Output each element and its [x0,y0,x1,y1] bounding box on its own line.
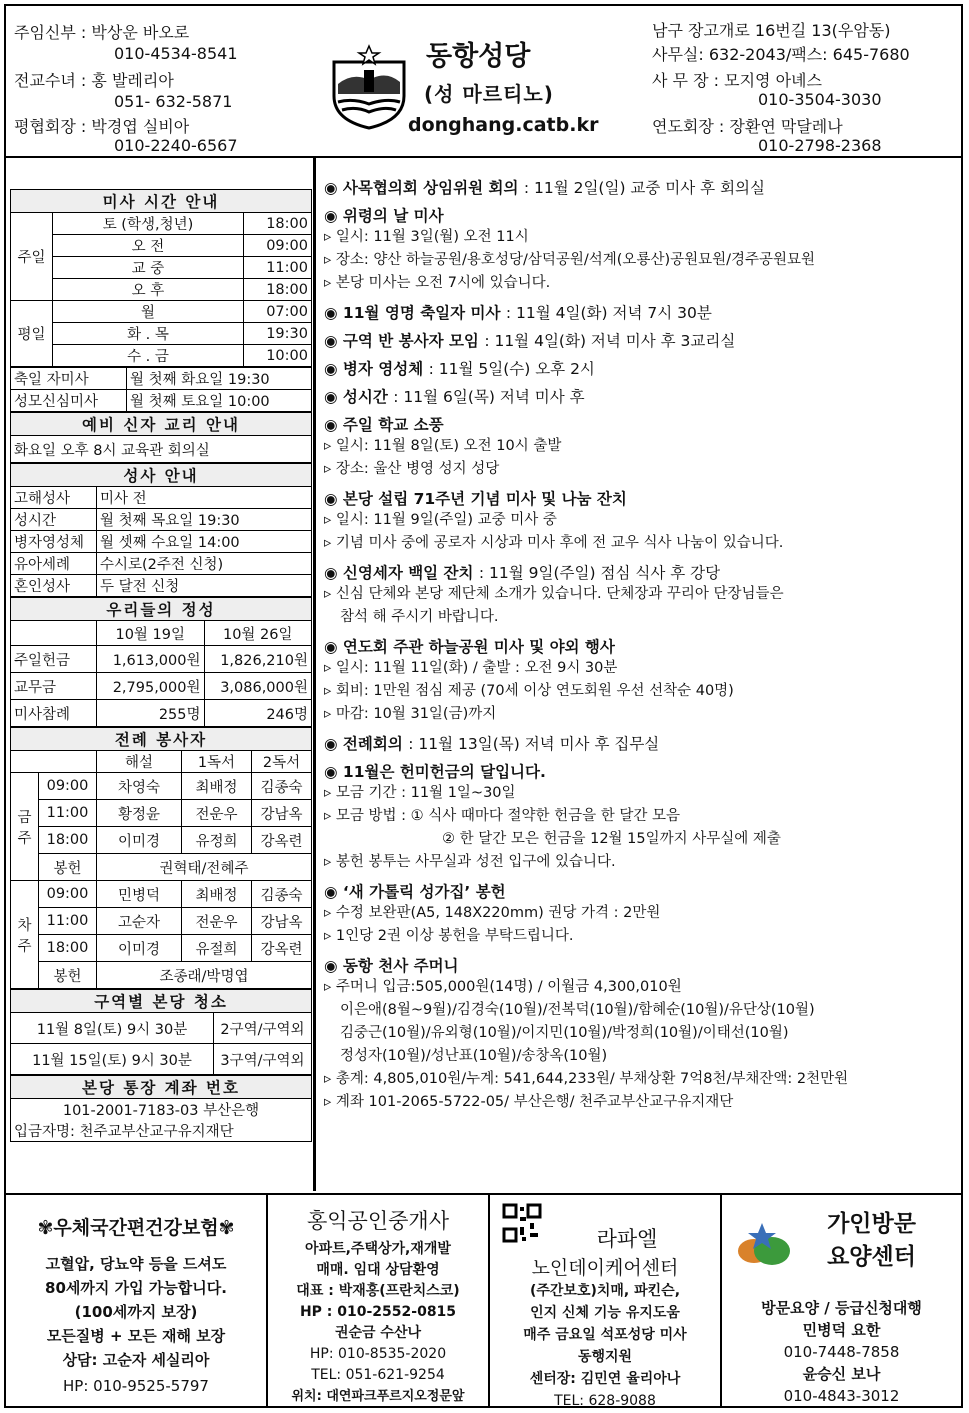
notice-line-text: 장소: 울산 병영 성지 성당 [335,461,500,477]
notice-detail: : 11월 13일(목) 저녁 미사 후 집무실 [408,735,660,753]
sacrament-name: 성시간 [11,509,97,531]
sacrament-title: 성사 안내 [11,464,312,487]
liturgy-cell: 이미경 [97,827,182,854]
notice-line-text: 일시: 11월 11일(화) / 출발 : 오전 9시 30분 [335,660,618,676]
notice-line [324,999,954,1022]
special-mass-name: 성모신심미사 [11,390,127,412]
notice-line-text: 일시: 11월 8일(토) 오전 10시 출발 [335,438,562,454]
notice-item [324,732,954,754]
sister-name: 홍 발레리아 [91,71,174,90]
notice-bullet-icon: ◉ [324,564,343,582]
ad-daycare-line: 매주 금요일 석포성당 미사 [523,1327,687,1343]
notice-detail: : 11월 6일(목) 저녁 미사 후 [393,388,585,406]
pastor-row [14,20,189,43]
notice-line-text: 참석 해 주시기 바랍니다. [340,609,499,625]
notice-item [324,880,954,948]
notice-line-text: 장소: 양산 하늘공원/용호성당/삼덕공원/석계(오룡산)공원묘원/경주공원묘원 [335,252,816,268]
notice-line [324,1068,954,1091]
notice-bullet-icon: ◉ [324,179,343,197]
line-bullet-icon: ▹ [324,252,336,268]
liturgy-cell: 김종숙 [251,773,311,800]
mass-sun-time: 09:00 [243,235,311,257]
qr-code-icon [502,1203,542,1243]
sacrament-table [10,463,312,597]
mass-week-time: 07:00 [243,301,311,323]
ad-homecare-phone: 010-4843-3012 [783,1387,900,1405]
manager-label: 사 무 장 : [652,71,720,90]
manager-name: 모지영 아녜스 [724,71,822,90]
special-mass-time: 월 첫째 화요일 19:30 [127,368,312,390]
offering-row-label: 미사참례 [11,700,97,727]
ad-realestate-line: 권순금 수산나 [334,1325,422,1341]
offering-row-label: 교무금 [11,673,97,700]
notice-item [324,176,954,198]
liturgy-cell: 강남옥 [251,908,311,935]
offering-col: 10월 19일 [97,621,205,646]
notice-title: 신영세자 백일 잔치 [342,564,474,582]
notice-title: 병자 영성체 [342,360,424,378]
ad-realestate-title: 홍익공인중개사 [306,1209,449,1233]
notice-heading [324,413,954,435]
notice-line [324,976,954,999]
line-bullet-icon: ▹ [324,275,336,291]
notice-bullet-icon: ◉ [324,207,343,225]
liturgy-cell: 전운우 [181,800,251,827]
special-mass-table [10,367,312,412]
ad-insurance-title: ✾우체국간편건강보험✾ [37,1217,235,1239]
notice-line [324,805,954,828]
ad-homecare-title: 가인방문 [827,1211,916,1237]
offering-cell: 1,826,210원 [204,646,312,673]
notice-heading [324,561,954,583]
mass-week-name: 수 . 금 [53,345,244,367]
line-bullet-icon: ▹ [324,535,336,551]
ad-insurance-line: (100세까지 보장) [74,1303,198,1321]
notice-bullet-icon: ◉ [324,957,343,975]
notice-heading [324,635,954,657]
column-divider [313,156,316,1191]
notice-line [324,1045,954,1068]
bulletin-header [6,6,961,158]
liturgy-table [10,727,312,989]
sister-phone: 051- 632-5871 [114,92,233,111]
mass-week-name: 화 . 목 [53,323,244,345]
ad-realestate-line: 매매. 임대 상담환영 [316,1262,440,1278]
offering-cell: 255명 [97,700,205,727]
bulletin-page [4,4,963,1408]
parish-emblem-icon [328,44,410,130]
ad-homecare-line: 방문요양 / 등급신청대행 [761,1299,922,1317]
notice-title: 본당 설립 71주년 기념 미사 및 나눔 잔치 [342,490,627,508]
ad-daycare-line: 센터장: 김민연 율리아나 [529,1371,681,1387]
notice-line [324,1091,954,1114]
liturgy-cell: 민병덕 [97,881,182,908]
notice-bullet-icon: ◉ [324,763,343,781]
line-bullet-icon: ▹ [324,785,336,801]
offering-title: 우리들의 정성 [11,598,312,621]
liturgy-cell: 김종숙 [251,881,311,908]
notice-line-text: 모금 기간 : 11월 1일~30일 [335,785,516,801]
liturgy-time: 11:00 [39,800,97,827]
notice-heading [324,487,954,509]
notice-line-text: 신심 단체와 본당 제단체 소개가 있습니다. 단체장과 꾸리아 단장님들은 [335,586,784,602]
sacrament-time: 미사 전 [97,487,312,509]
ad-daycare-title: 라파엘 [596,1227,658,1251]
ad-daycare-line: 동행지원 [577,1349,633,1365]
ad-homecare-line: 민병덕 요한 [802,1321,881,1339]
liturgy-corner [11,751,97,773]
notice-line [324,509,954,532]
offering-table [10,597,312,727]
line-bullet-icon: ▹ [324,229,336,245]
offer-names: 조종래/박명엽 [97,962,312,989]
pastor-name: 박상운 바오로 [91,23,190,42]
ad-realestate [268,1195,490,1408]
address: 남구 장고개로 16번길 13(우암동) [652,21,891,40]
notice-item [324,413,954,481]
notice-heading [324,385,954,407]
line-bullet-icon: ▹ [324,928,336,944]
liturgy-cell: 차영숙 [97,773,182,800]
liturgy-time: 11:00 [39,908,97,935]
mass-title: 미사 시간 안내 [11,190,312,213]
notice-line-text: ② 한 달간 모은 헌금을 12월 15일까지 사무실에 제출 [442,831,781,847]
notice-heading [324,329,954,351]
left-column [10,189,312,1142]
notice-item [324,385,954,407]
liturgy-time: 18:00 [39,827,97,854]
liturgy-cell: 강남옥 [251,800,311,827]
sacrament-time: 월 첫째 목요일 19:30 [97,509,312,531]
notice-heading [324,204,954,226]
liturgy-cell: 유정희 [181,827,251,854]
line-bullet-icon: ▹ [324,1071,336,1087]
notice-line-text: 회비: 1만원 점심 제공 (70세 이상 연도회원 우선 선착순 40명) [335,683,734,699]
cleaning-table [10,989,312,1075]
notice-title: 11월 영명 축일자 미사 [342,304,501,322]
offering-corner [11,621,97,646]
line-bullet-icon: ▹ [324,979,336,995]
liturgy-cell: 최배정 [181,881,251,908]
notice-line-text: 수정 보완판(A5, 148X220mm) 권당 가격 : 2만원 [335,905,661,921]
liturgy-cell: 최배정 [181,773,251,800]
liturgy-time: 09:00 [39,881,97,908]
pastor-phone: 010-4534-8541 [114,44,238,63]
notice-detail: : 11월 4일(화) 저녁 7시 30분 [505,304,712,322]
notice-line [324,782,954,805]
parish-name: 동항성당 [426,41,531,72]
notice-item [324,487,954,555]
offering-cell: 3,086,000원 [204,673,312,700]
ad-realestate-line: 위치: 대연파크푸르지오정문앞 [291,1389,465,1404]
liturgy-cell: 황정윤 [97,800,182,827]
notice-item [324,635,954,726]
line-bullet-icon: ▹ [324,438,336,454]
line-bullet-icon: ▹ [324,854,336,870]
notice-item [324,204,954,295]
notice-line-text: 일시: 11월 9일(주일) 교중 미사 중 [335,512,557,528]
notice-line-text: 1인당 2권 이상 봉헌을 부탁드립니다. [335,928,574,944]
sacrament-name: 유아세례 [11,553,97,575]
catechumen-title: 예비 신자 교리 안내 [11,413,312,436]
notice-line [324,226,954,249]
account-number: 101-2001-7183-03 부산은행 [11,1099,312,1121]
mass-sun-time: 18:00 [243,213,311,235]
notice-bullet-icon: ◉ [324,304,343,322]
notice-heading [324,357,954,379]
cleaning-date: 11월 8일(토) 9시 30분 [11,1013,214,1044]
notice-line-text: 정성자(10월)/성난표(10월)/송창옥(10월) [340,1048,608,1064]
notice-line [324,435,954,458]
sacrament-name: 혼인성사 [11,575,97,597]
notice-line [324,902,954,925]
liturgy-cell: 고순자 [97,908,182,935]
notice-detail: : 11월 4일(화) 저녁 미사 후 3교리실 [484,332,736,350]
liturgy-col: 2독서 [251,751,311,773]
council-row [14,114,189,137]
ad-daycare [490,1195,722,1408]
notice-title: 전례회의 [342,735,403,753]
notice-item [324,329,954,351]
notice-detail: : 11월 9일(주일) 점심 식사 후 강당 [478,564,721,582]
ad-homecare-subtitle: 요양센터 [827,1244,916,1270]
advertisement-strip [6,1193,961,1408]
offer-names: 권혁태/전혜주 [97,854,312,881]
catechumen-table [10,412,312,463]
ad-realestate-line: HP : 010-2552-0815 [299,1304,457,1320]
notice-detail: : 11월 2일(일) 교중 미사 후 회의실 [523,179,765,197]
notice-line [324,532,954,555]
notice-title: 주일 학교 소풍 [342,416,444,434]
sister-row [14,68,174,91]
liturgy-cell: 강옥련 [251,827,311,854]
notice-line [324,680,954,703]
liturgy-time: 09:00 [39,773,97,800]
offering-cell: 246명 [204,700,312,727]
notice-bullet-icon: ◉ [324,332,343,350]
ad-insurance [6,1195,268,1408]
sacrament-time: 수시로(2주전 신청) [97,553,312,575]
notice-line [324,249,954,272]
offering-col: 10월 26일 [204,621,312,646]
ad-homecare [722,1195,961,1408]
ad-homecare-line: 윤승신 보나 [802,1365,881,1383]
notice-title: 연도회 주관 하늘공원 미사 및 야외 행사 [342,638,615,656]
offering-row-label: 주일헌금 [11,646,97,673]
ad-realestate-line: 아파트,주택상가,재개발 [305,1241,451,1257]
office-phone: 사무실: 632-2043/팩스: 645-7680 [652,45,910,64]
liturgy-cell: 유절희 [181,935,251,962]
notice-title: 위령의 날 미사 [342,207,444,225]
notice-detail: : 11월 5일(수) 오후 2시 [428,360,595,378]
ad-realestate-line: HP: 010-8535-2020 [309,1346,447,1362]
liturgy-cell: 전운우 [181,908,251,935]
notice-line-text: 주머니 입금:505,000원(14명) / 이월금 4,300,010원 [335,979,682,995]
notice-title: 동항 천사 주머니 [342,957,459,975]
homecare-logo-icon [736,1221,796,1269]
notice-line [324,851,954,874]
notice-line-text: 총계: 4,805,010원/누계: 541,644,233원/ 부채상환 7억8천/부채잔액: 2천만원 [335,1071,849,1087]
senior-label: 연도회장 : [652,117,725,136]
line-bullet-icon: ▹ [324,660,336,676]
notice-line-text: 계좌 101-2065-5722-05/ 부산은행/ 천주교부산교구유지재단 [335,1094,734,1110]
ad-insurance-name: 우체국간편건강보험 [53,1217,219,1239]
mass-sun-name: 오 후 [53,279,244,301]
notice-bullet-icon: ◉ [324,638,343,656]
mass-week-time: 10:00 [243,345,311,367]
ad-daycare-subtitle: 노인데이케어센터 [531,1257,679,1279]
account-holder: 입금자명: 천주교부산교구유지재단 [11,1120,312,1142]
cleaning-title: 구역별 본당 청소 [11,990,312,1013]
notice-line [324,657,954,680]
mass-sun-time: 11:00 [243,257,311,279]
sacrament-name: 병자영성체 [11,531,97,553]
manager-phone: 010-3504-3030 [758,90,882,109]
ad-insurance-line: 모든질병 + 모든 재해 보장 [46,1327,226,1345]
notice-heading [324,880,954,902]
line-bullet-icon: ▹ [324,808,336,824]
mass-sun-name: 토 (학생,청년) [53,213,244,235]
notice-line-text: 본당 미사는 오전 7시에 있습니다. [335,275,551,291]
ad-homecare-phone: 010-7448-7858 [783,1343,900,1361]
parish-website[interactable]: donghang.catb.kr [408,114,599,136]
special-mass-name: 축일 자미사 [11,368,127,390]
notice-title: 성시간 [342,388,388,406]
notice-bullet-icon: ◉ [324,388,343,406]
line-bullet-icon: ▹ [324,586,336,602]
liturgy-col: 1독서 [181,751,251,773]
mass-week-time: 19:30 [243,323,311,345]
ad-daycare-line: 인지 신체 기능 유지도움 [530,1305,680,1321]
notice-list [324,176,954,1120]
notice-item [324,301,954,323]
sacrament-time: 두 달전 신청 [97,575,312,597]
notice-line [324,458,954,481]
notice-title: ‘새 가톨릭 성가집’ 봉헌 [342,883,506,901]
ad-daycare-line: (주간보호)치매, 파킨슨, [529,1283,681,1299]
sacrament-name: 고해성사 [11,487,97,509]
offer-label: 봉헌 [39,962,97,989]
account-title: 본당 통장 계좌 번호 [11,1076,312,1099]
notice-bullet-icon: ◉ [324,416,343,434]
liturgy-time: 18:00 [39,935,97,962]
ad-insurance-phone: HP: 010-9525-5797 [63,1377,209,1395]
account-table [10,1075,312,1142]
liturgy-col: 해설 [97,751,182,773]
cleaning-date: 11월 15일(토) 9시 30분 [11,1044,214,1075]
senior-name: 장환연 막달레나 [729,117,843,136]
line-bullet-icon: ▹ [324,706,336,722]
ad-insurance-line: 상담: 고순자 세실리아 [62,1351,210,1369]
notice-bullet-icon: ◉ [324,360,343,378]
cleaning-zone: 2구역/구역외 [213,1013,311,1044]
ad-realestate-line: 대표 : 박재홍(프란치스코) [296,1283,460,1299]
line-bullet-icon: ▹ [324,512,336,528]
weekday-label: 평일 [11,301,53,367]
notice-line [324,703,954,726]
notice-bullet-icon: ◉ [324,735,343,753]
ad-realestate-line: TEL: 051-621-9254 [311,1367,445,1383]
mass-sun-name: 오 전 [53,235,244,257]
notice-heading [324,176,954,198]
council-label: 평협회장 : [14,117,87,136]
sister-label: 전교수녀 : [14,71,87,90]
notice-heading [324,732,954,754]
mass-sun-name: 교 중 [53,257,244,279]
cleaning-zone: 3구역/구역외 [213,1044,311,1075]
notice-title: 사목협의회 상임위원 회의 [342,179,519,197]
senior-phone: 010-2798-2368 [758,136,882,155]
sunday-label: 주일 [11,213,53,301]
notice-line-text: 김중근(10월)/유외형(10월)/이지민(10월)/박정희(10월)/이태선(10월) [340,1025,789,1041]
notice-line-text: 이은애(8월~9월)/김경숙(10월)/전복덕(10월)/함혜순(10월)/유단상(10월) [340,1002,815,1018]
week-label: 차주 [11,881,39,989]
liturgy-cell: 이미경 [97,935,182,962]
notice-item [324,357,954,379]
mass-week-name: 월 [53,301,244,323]
notice-line [324,583,954,606]
notice-bullet-icon: ◉ [324,883,343,901]
notice-line-text: 기념 미사 중에 공로자 시상과 미사 후에 전 교우 식사 나눔이 있습니다. [335,535,784,551]
notice-line-text: 모금 방법 : ① 식사 때마다 절약한 헌금을 한 달간 모음 [335,808,681,824]
offer-label: 봉헌 [39,854,97,881]
notice-line-text: 봉헌 봉투는 사무실과 성전 입구에 있습니다. [335,854,616,870]
senior-row [652,114,843,137]
council-name: 박경엽 실비아 [91,117,190,136]
mass-table [10,189,312,367]
notice-bullet-icon: ◉ [324,490,343,508]
manager-row [652,68,822,91]
liturgy-cell: 강옥련 [251,935,311,962]
line-bullet-icon: ▹ [324,683,336,699]
notice-heading [324,301,954,323]
notice-heading [324,954,954,976]
notice-item [324,561,954,629]
parish-subtitle: (성 마르티노) [424,82,554,106]
sacrament-time: 월 셋째 수요일 14:00 [97,531,312,553]
notice-item [324,760,954,874]
ad-insurance-line: 고혈압, 당뇨약 등을 드셔도 [45,1255,227,1273]
week-label: 금주 [11,773,39,881]
ad-daycare-phone: TEL: 628-9088 [554,1393,656,1409]
line-bullet-icon: ▹ [324,905,336,921]
notice-line-text: 마감: 10월 31일(금)까지 [335,706,497,722]
liturgy-title: 전례 봉사자 [11,728,312,751]
notice-line [324,272,954,295]
notice-title: 구역 반 봉사자 모임 [342,332,479,350]
notice-line-text: 일시: 11월 3일(월) 오전 11시 [335,229,529,245]
offering-cell: 1,613,000원 [97,646,205,673]
line-bullet-icon: ▹ [324,1094,336,1110]
notice-title: 11월은 헌미헌금의 달입니다. [342,763,546,781]
pastor-label: 주임신부 : [14,23,87,42]
notice-line [324,925,954,948]
council-phone: 010-2240-6567 [114,136,238,155]
notice-item [324,954,954,1114]
ad-insurance-line: 80세까지 가입 가능합니다. [45,1279,227,1297]
catechumen-text: 화요일 오후 8시 교육관 회의실 [11,436,312,463]
special-mass-time: 월 첫째 토요일 10:00 [127,390,312,412]
notice-line [324,1022,954,1045]
offering-cell: 2,795,000원 [97,673,205,700]
notice-line [324,606,954,629]
notice-heading [324,760,954,782]
notice-line [324,828,954,851]
line-bullet-icon: ▹ [324,461,336,477]
mass-sun-time: 18:00 [243,279,311,301]
